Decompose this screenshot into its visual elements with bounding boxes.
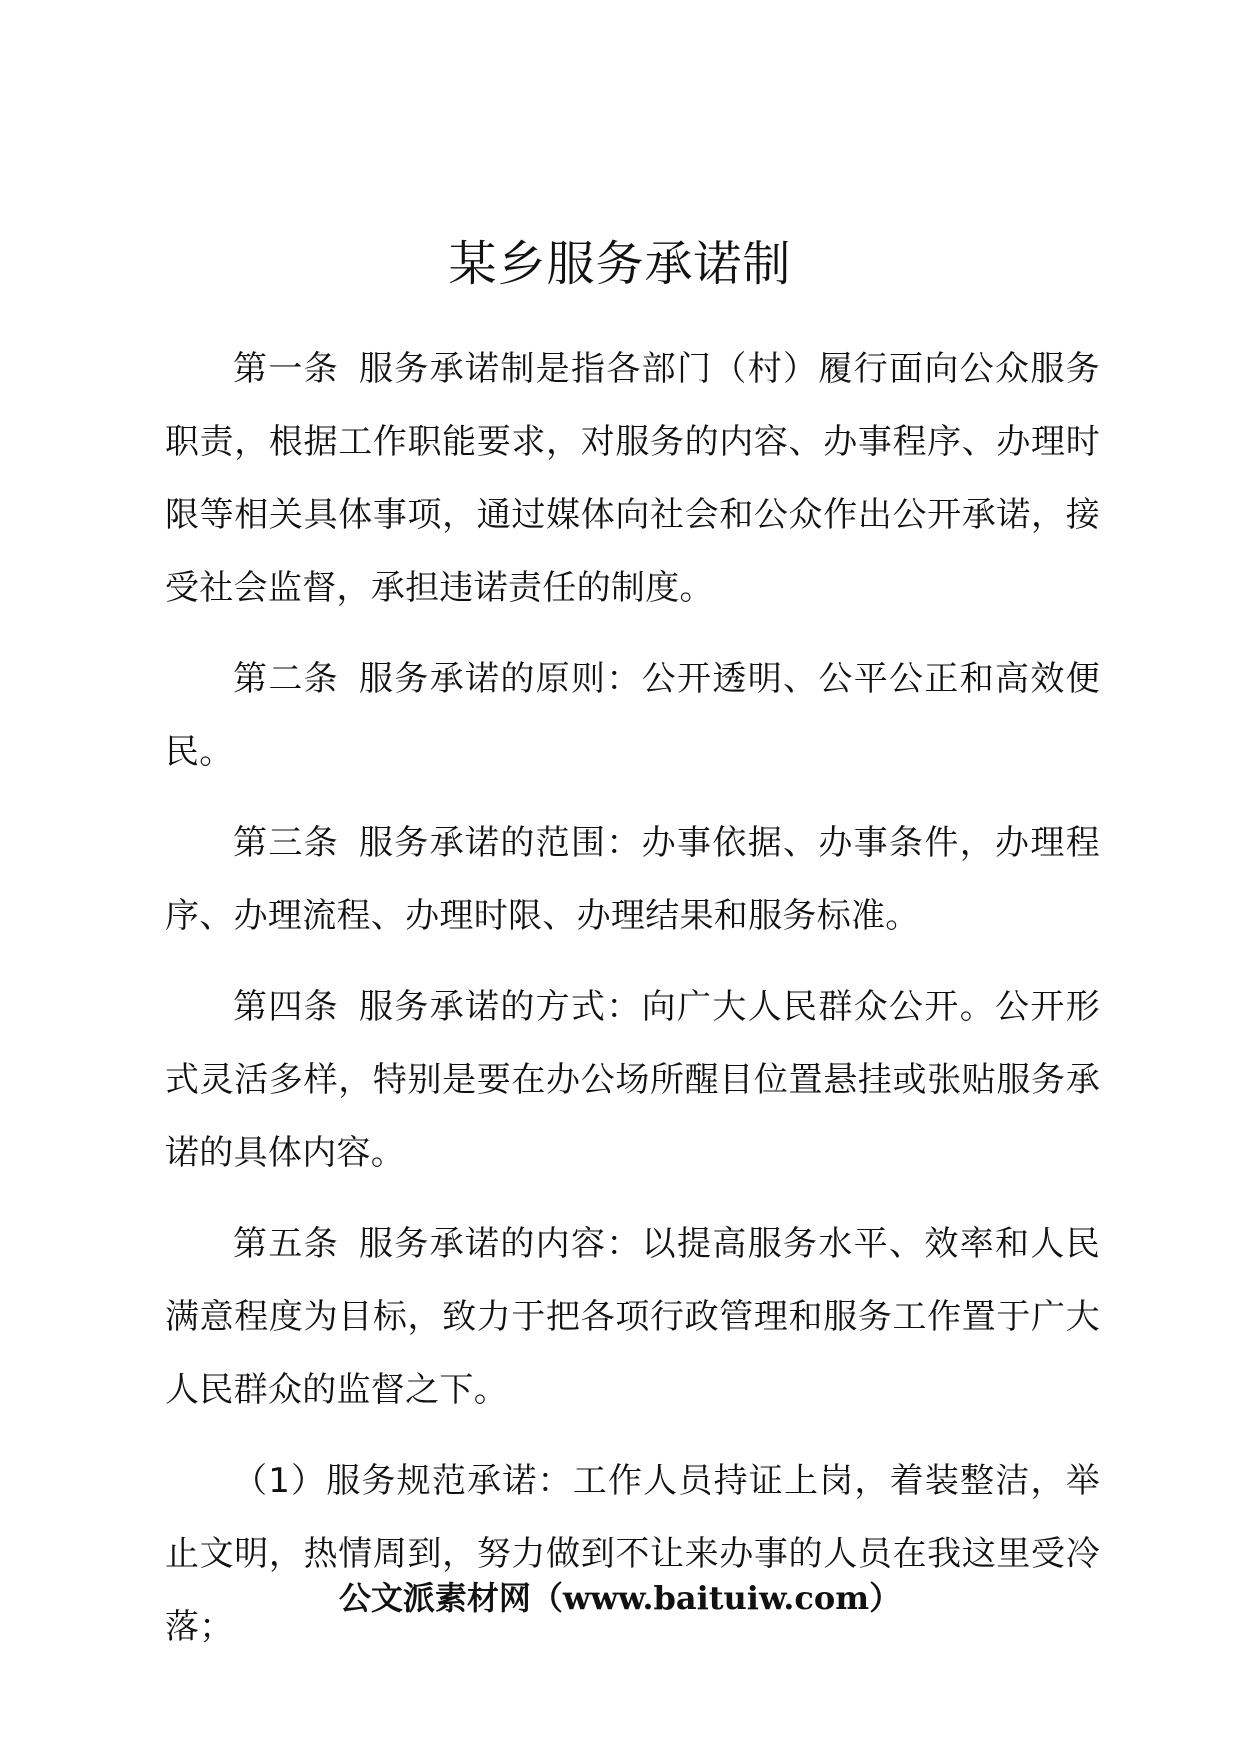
page-footer (0, 1575, 1240, 1621)
document-title: 某乡服务承诺制 (448, 236, 792, 292)
footer-url: （www.baituiw.com） (530, 1579, 902, 1617)
article-3 (165, 807, 1100, 953)
article-number: 第五条 (233, 1224, 340, 1264)
article-text: 服务承诺的内容：以提高服务水平、效率和人民满意程度为目标，致力于把各项行政管理和服务工作置于广大人民群众的监督之下。 (165, 1224, 1100, 1410)
article-number: 第四条 (233, 987, 340, 1027)
article-number: 第三条 (233, 823, 340, 863)
list-item-1: （1）服务规范承诺：工作人员持证上岗，着装整洁，举止文明，热情周到，努力做到不让来办事的人员在我这里受冷落； (165, 1461, 1100, 1647)
document-body (165, 333, 1100, 1682)
article-5 (165, 1208, 1100, 1427)
article-number: 第一条 (233, 349, 340, 389)
article-4 (165, 971, 1100, 1190)
footer-site-name: 公文派素材网 (338, 1579, 531, 1617)
article-1 (165, 333, 1100, 625)
article-text: 服务承诺的方式：向广大人民群众公开。公开形式灵活多样，特别是要在办公场所醒目位置悬挂或张贴服务承诺的具体内容。 (165, 987, 1100, 1173)
article-text: 服务承诺的范围：办事依据、办事条件，办理程序、办理流程、办理时限、办理结果和服务标准。 (165, 823, 1100, 936)
article-text: 服务承诺的原则：公开透明、公平公正和高效便民。 (165, 659, 1100, 772)
article-text: 服务承诺制是指各部门（村）履行面向公众服务职责，根据工作职能要求，对服务的内容、办事程序、办理时限等相关具体事项，通过媒体向社会和公众作出公开承诺，接受社会监督，承担违诺责任的制度。 (165, 349, 1100, 608)
article-number: 第二条 (233, 659, 340, 699)
article-2 (165, 643, 1100, 789)
